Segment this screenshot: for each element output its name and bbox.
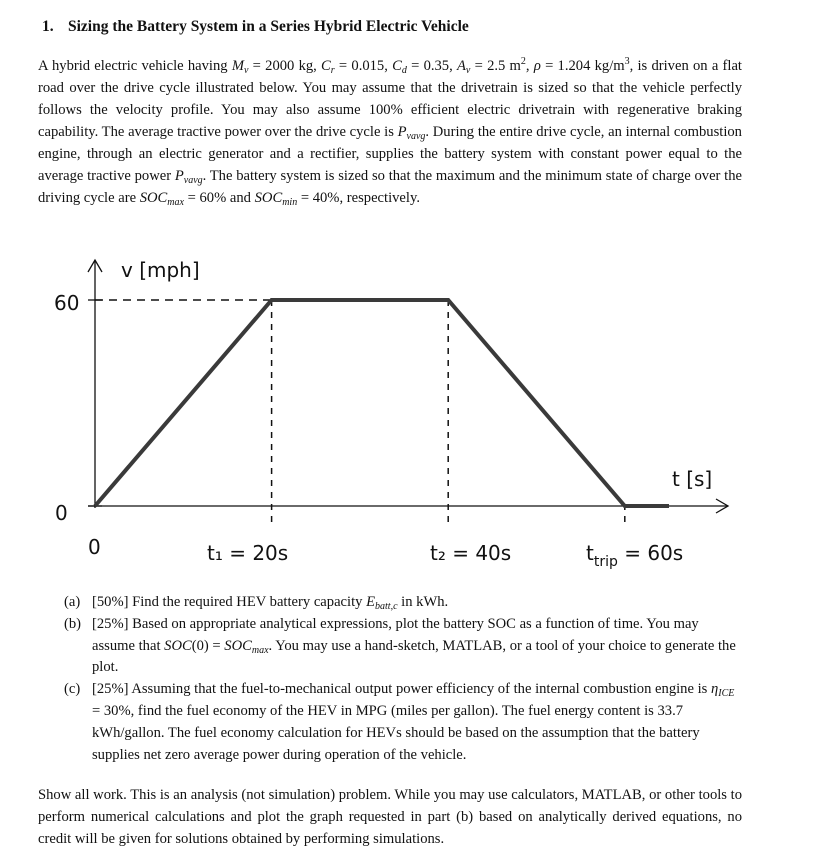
problem-title: Sizing the Battery System in a Series Hybrid Electric Vehicle bbox=[68, 18, 469, 35]
x-marker-t2-label: t₂ = 40s bbox=[430, 541, 512, 565]
x-marker-trip-label: $t_{trip} = 60s$ bbox=[586, 541, 684, 570]
velocity-series-line bbox=[95, 300, 669, 506]
part-a: (a) [50%] Find the required HEV battery capacity $E_{batt,c}$ in kWh. bbox=[64, 594, 449, 612]
problem-statement: A hybrid electric vehicle having $M_v = 2000$ kg, $C_r = 0.015$, $C_d = 0.35$, $A_v = 2.5$ $m^2$, ρ = 1.204 $kg/m^3$, is driven on a flat road over the drive cycle illustrated below. You may assume that the drivetrain is sized so that the vehicle perfectly follows the velocity profile. You may also assume 100% efficient electric drivetrain with regenerative braking capability. The average tractive power over the drive cycle is $P_{vavg}$. During the entire drive cycle, an internal combustion engine, through an electric generator and a rectifier, supplies the battery system with constant power equal to the average tractive power $P_{vavg}$. The battery system is sized so that the maximum and the minimum state of charge over the driving cycle are $SOC_{max} = 60\%$ and $SOC_{min} = 40\%$, respectively. bbox=[38, 56, 742, 208]
problem-heading bbox=[42, 18, 469, 36]
y-tick-label-60: 60 bbox=[54, 291, 80, 315]
x-axis-label: t [s] bbox=[672, 467, 713, 491]
y-axis-label: v [mph] bbox=[121, 258, 200, 282]
part-c: (c) [25%] Assuming that the fuel-to-mechanical output power efficiency of the internal combustion engine is $\eta_{ICE} = 30\%$, find the fuel economy of the HEV in MPG (miles per gallon). The fuel energy content is 33.7 kWh/gallon. The fuel economy calculation for HEVs should be based on the assumption that the battery supplies net zero average power during operation of the vehicle. bbox=[64, 681, 735, 763]
problem-number: 1. bbox=[42, 18, 54, 35]
question-parts bbox=[64, 592, 744, 766]
x-marker-t1-label: t₁ = 20s bbox=[207, 541, 289, 565]
velocity-profile-chart bbox=[0, 240, 813, 580]
part-b: (b) [25%] Based on appropriate analytical expressions, plot the battery SOC as a function of time. You may assume that $SOC(0) = SOC_{max}$. You may use a hand-sketch, MATLAB, or a tool of your choice to generate the plot. bbox=[64, 615, 736, 676]
instructions-footer: Show all work. This is an analysis (not simulation) problem. While you may use calculators, MATLAB, or other tools to perform numerical calculations and plot the graph requested in part (b) based on analytically derived equations, no credit will be given for solutions obtained by performing simulations. bbox=[38, 787, 742, 847]
x-origin-label: 0 bbox=[88, 535, 101, 559]
y-tick-label-0: 0 bbox=[55, 501, 68, 525]
